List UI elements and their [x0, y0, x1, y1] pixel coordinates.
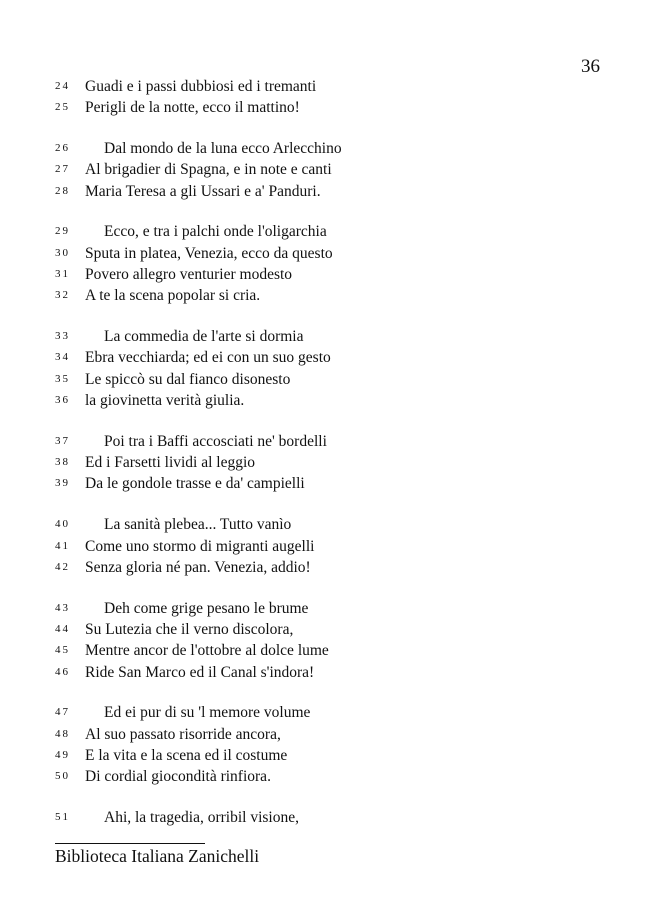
verse-text: A te la scena popolar si cria.	[85, 287, 261, 305]
verse-line	[0, 598, 650, 619]
line-number: 48	[55, 727, 70, 740]
stanza	[0, 431, 650, 495]
verse-line	[0, 514, 650, 535]
verse-text: La sanità plebea... Tutto vanìo	[104, 516, 292, 534]
line-number: 50	[55, 770, 70, 783]
poem-body	[0, 76, 650, 848]
footer-divider	[55, 843, 205, 844]
verse-line	[0, 390, 650, 411]
verse-line	[0, 745, 650, 766]
stanza	[0, 326, 650, 411]
verse-text: Povero allegro venturier modesto	[85, 266, 293, 284]
verse-text: Ebra vecchiarda; ed ei con un suo gesto	[85, 349, 331, 367]
line-number: 41	[55, 539, 70, 552]
line-number: 49	[55, 748, 70, 761]
verse-text: Di cordial giocondità rinfiora.	[85, 768, 271, 786]
stanza	[0, 221, 650, 306]
verse-line	[0, 181, 650, 202]
footer-publisher: Biblioteca Italiana Zanichelli	[55, 846, 260, 866]
line-number: 45	[55, 644, 70, 657]
verse-text: Dal mondo de la luna ecco Arlecchino	[104, 140, 342, 158]
line-number: 32	[55, 289, 70, 302]
verse-text: Maria Teresa a gli Ussari e a' Panduri.	[85, 182, 321, 200]
stanza	[0, 702, 650, 787]
line-number: 26	[55, 142, 70, 155]
verse-line	[0, 807, 650, 828]
verse-text: Ed i Farsetti lividi al leggio	[85, 454, 256, 472]
line-number: 33	[55, 330, 70, 343]
verse-text: Come uno stormo di migranti augelli	[85, 537, 315, 555]
verse-line	[0, 557, 650, 578]
verse-text: Le spiccò su dal fianco disonesto	[85, 370, 291, 388]
verse-line	[0, 369, 650, 390]
verse-line	[0, 766, 650, 787]
line-number: 28	[55, 184, 70, 197]
verse-text: Ahi, la tragedia, orribil visione,	[104, 809, 299, 827]
verse-line	[0, 473, 650, 494]
verse-line	[0, 97, 650, 118]
line-number: 39	[55, 477, 70, 490]
verse-line	[0, 243, 650, 264]
line-number: 25	[55, 101, 70, 114]
verse-line	[0, 536, 650, 557]
verse-text: Ed ei pur di su 'l memore volume	[104, 704, 311, 722]
verse-text: Mentre ancor de l'ottobre al dolce lume	[85, 642, 329, 660]
line-number: 24	[55, 80, 70, 92]
stanza	[0, 807, 650, 828]
verse-line	[0, 452, 650, 473]
verse-text: Senza gloria né pan. Venezia, addio!	[85, 558, 311, 576]
verse-line	[0, 662, 650, 683]
verse-line	[0, 264, 650, 285]
stanza	[0, 514, 650, 578]
line-number: 27	[55, 163, 70, 176]
verse-text: Ride San Marco ed il Canal s'indora!	[85, 663, 315, 681]
verse-line	[0, 285, 650, 306]
verse-text: la giovinetta verità giulia.	[85, 392, 245, 410]
verse-text: La commedia de l'arte si dormia	[104, 328, 304, 346]
verse-text: Su Lutezia che il verno discolora,	[85, 620, 294, 638]
line-number: 47	[55, 706, 70, 719]
verse-text: Guadi e i passi dubbiosi ed i tremanti	[85, 78, 317, 95]
verse-text: Al brigadier di Spagna, e in note e canti	[85, 161, 332, 179]
line-number: 46	[55, 665, 70, 678]
verse-line	[0, 159, 650, 180]
line-number: 43	[55, 601, 70, 614]
line-number: 35	[55, 372, 70, 385]
verse-text: E la vita e la scena ed il costume	[85, 746, 288, 764]
stanza	[0, 138, 650, 202]
line-number: 34	[55, 351, 70, 364]
verse-line	[0, 619, 650, 640]
verse-text: Poi tra i Baffi accosciati ne' bordelli	[104, 432, 327, 450]
verse-line	[0, 76, 650, 97]
verse-line	[0, 138, 650, 159]
page-number: 36	[581, 56, 600, 77]
verse-text: Deh come grige pesano le brume	[104, 599, 309, 617]
verse-line	[0, 640, 650, 661]
line-number: 29	[55, 225, 70, 238]
stanza	[0, 598, 650, 683]
line-number: 37	[55, 434, 70, 447]
line-number: 31	[55, 268, 70, 281]
verse-text: Al suo passato risorride ancora,	[85, 725, 281, 743]
verse-line	[0, 347, 650, 368]
line-number: 42	[55, 560, 70, 573]
verse-line	[0, 221, 650, 242]
stanza	[0, 76, 650, 119]
verse-text: Ecco, e tra i palchi onde l'oligarchia	[104, 223, 327, 241]
verse-line	[0, 724, 650, 745]
verse-text: Perigli de la notte, ecco il mattino!	[85, 99, 300, 117]
verse-text: Da le gondole trasse e da' campielli	[85, 475, 305, 493]
line-number: 44	[55, 622, 70, 635]
line-number: 38	[55, 456, 70, 469]
line-number: 36	[55, 394, 70, 407]
verse-text: Sputa in platea, Venezia, ecco da questo	[85, 244, 333, 262]
line-number: 30	[55, 246, 70, 259]
verse-line	[0, 702, 650, 723]
verse-line	[0, 431, 650, 452]
line-number: 40	[55, 518, 70, 531]
line-number: 51	[55, 811, 70, 824]
verse-line	[0, 326, 650, 347]
